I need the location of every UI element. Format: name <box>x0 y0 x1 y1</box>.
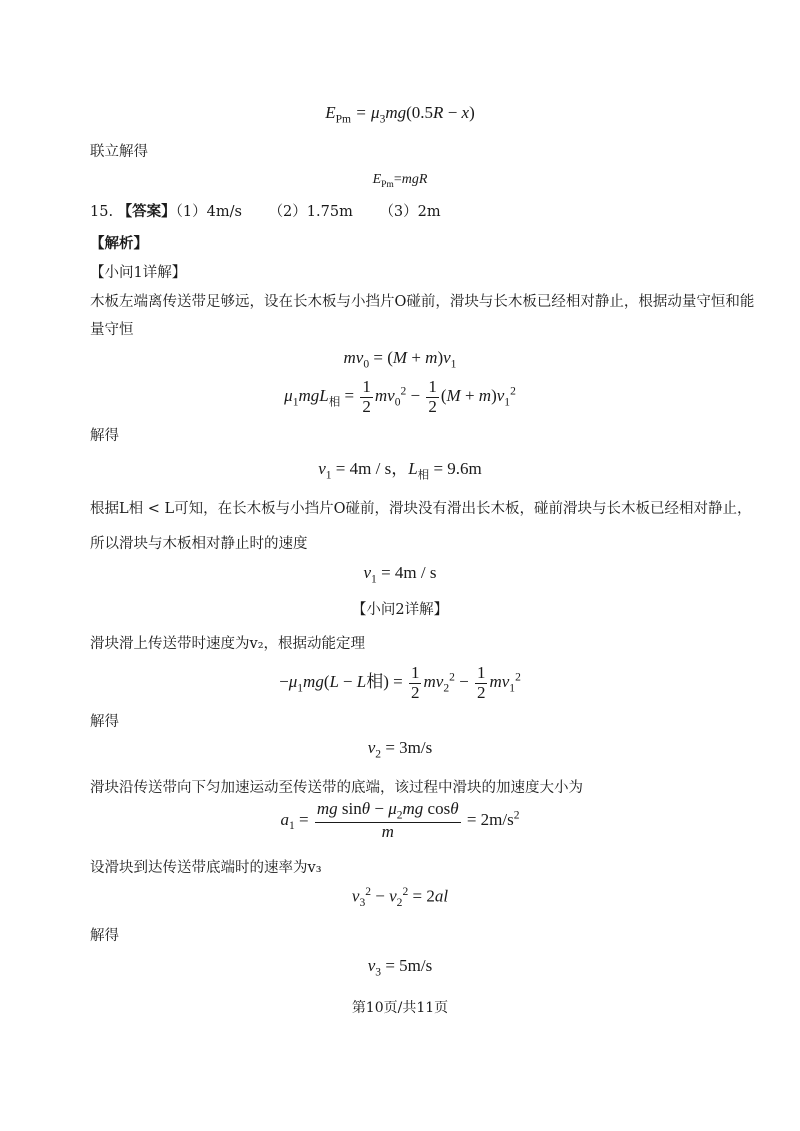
equation-epm-result: $E_{Pm}=mgR$ <box>372 172 428 190</box>
answer-tag: 【答案】 <box>117 203 176 220</box>
equation-v2: $v_2 = 3m/s$ <box>367 738 433 761</box>
q1-tag: 【小问1详解】 <box>90 265 187 281</box>
answer-part3: （3）2m <box>379 204 441 220</box>
q1-paragraph-line1: 木板左端离传送带足够远，设在长木板与小挡片O碰前，滑块与长木板已经相对静止，根据动量守恒和能 <box>90 294 755 310</box>
q2-paragraph-2: 滑块沿传送带向下匀加速运动至传送带的底端，该过程中滑块的加速度大小为 <box>90 780 583 796</box>
answer-line <box>90 200 441 221</box>
q1-conclusion-line2: 所以滑块与木板相对静止时的速度 <box>90 536 308 552</box>
analysis-tag: 【解析】 <box>90 235 148 252</box>
equation-v3: $v_3 = 5m/s$ <box>367 956 433 979</box>
equation-momentum: $mv_0 = (M + m)v_1$ <box>343 348 457 371</box>
text-jiede-3: 解得 <box>90 928 119 944</box>
answer-part1: （1）4m/s <box>175 204 242 220</box>
q2-paragraph-3: 设滑块到达传送带底端时的速率为v₃ <box>90 860 322 876</box>
text-lianli: 联立解得 <box>90 144 148 160</box>
question-number: 15. <box>90 204 114 220</box>
equation-kinetic: $-\mu_1mg(L - L$相) = $\frac{1}{2}$ $mv_2^2$ − $\frac{1}{2}$ $mv_1^2$ <box>279 663 521 702</box>
answer-part2: （2）1.75m <box>268 204 353 220</box>
equation-v1-L: $v_1 = 4m / s$，$L_相 = 9.6m$ <box>318 459 482 482</box>
q1-conclusion-line1: 根据L相 < L可知，在长木板与小挡片O碰前，滑块没有滑出长木板，碰前滑块与长木板已经相对静止， <box>90 501 752 517</box>
equation-v3-v2: $v_3^2 - v_2^2 = 2al$ <box>351 885 449 910</box>
q1-paragraph-line2: 量守恒 <box>90 322 134 338</box>
equation-epm: $E_{Pm} = \mu_3mg(0.5R - x)$ <box>325 103 475 126</box>
equation-energy: $\mu_1mgL_相$ = $\frac{1}{2}$ $mv_0^2$ − $\frac{1}{2}$ $(M + m)v_1^2$ <box>284 377 516 416</box>
q2-tag: 【小问2详解】 <box>351 602 449 618</box>
page-footer: 第10页/共11页 <box>351 1000 449 1016</box>
text-jiede-1: 解得 <box>90 428 119 444</box>
q2-paragraph: 滑块滑上传送带时速度为v₂，根据动能定理 <box>90 636 366 652</box>
text-jiede-2: 解得 <box>90 714 119 730</box>
equation-v1-final: $v_1 = 4m / s$ <box>363 563 437 586</box>
equation-a1: $a_1$ = $\frac{mg \sin\theta - \mu_2mg \cos\theta}{m}$ = $2m/s^2$ <box>280 799 520 842</box>
